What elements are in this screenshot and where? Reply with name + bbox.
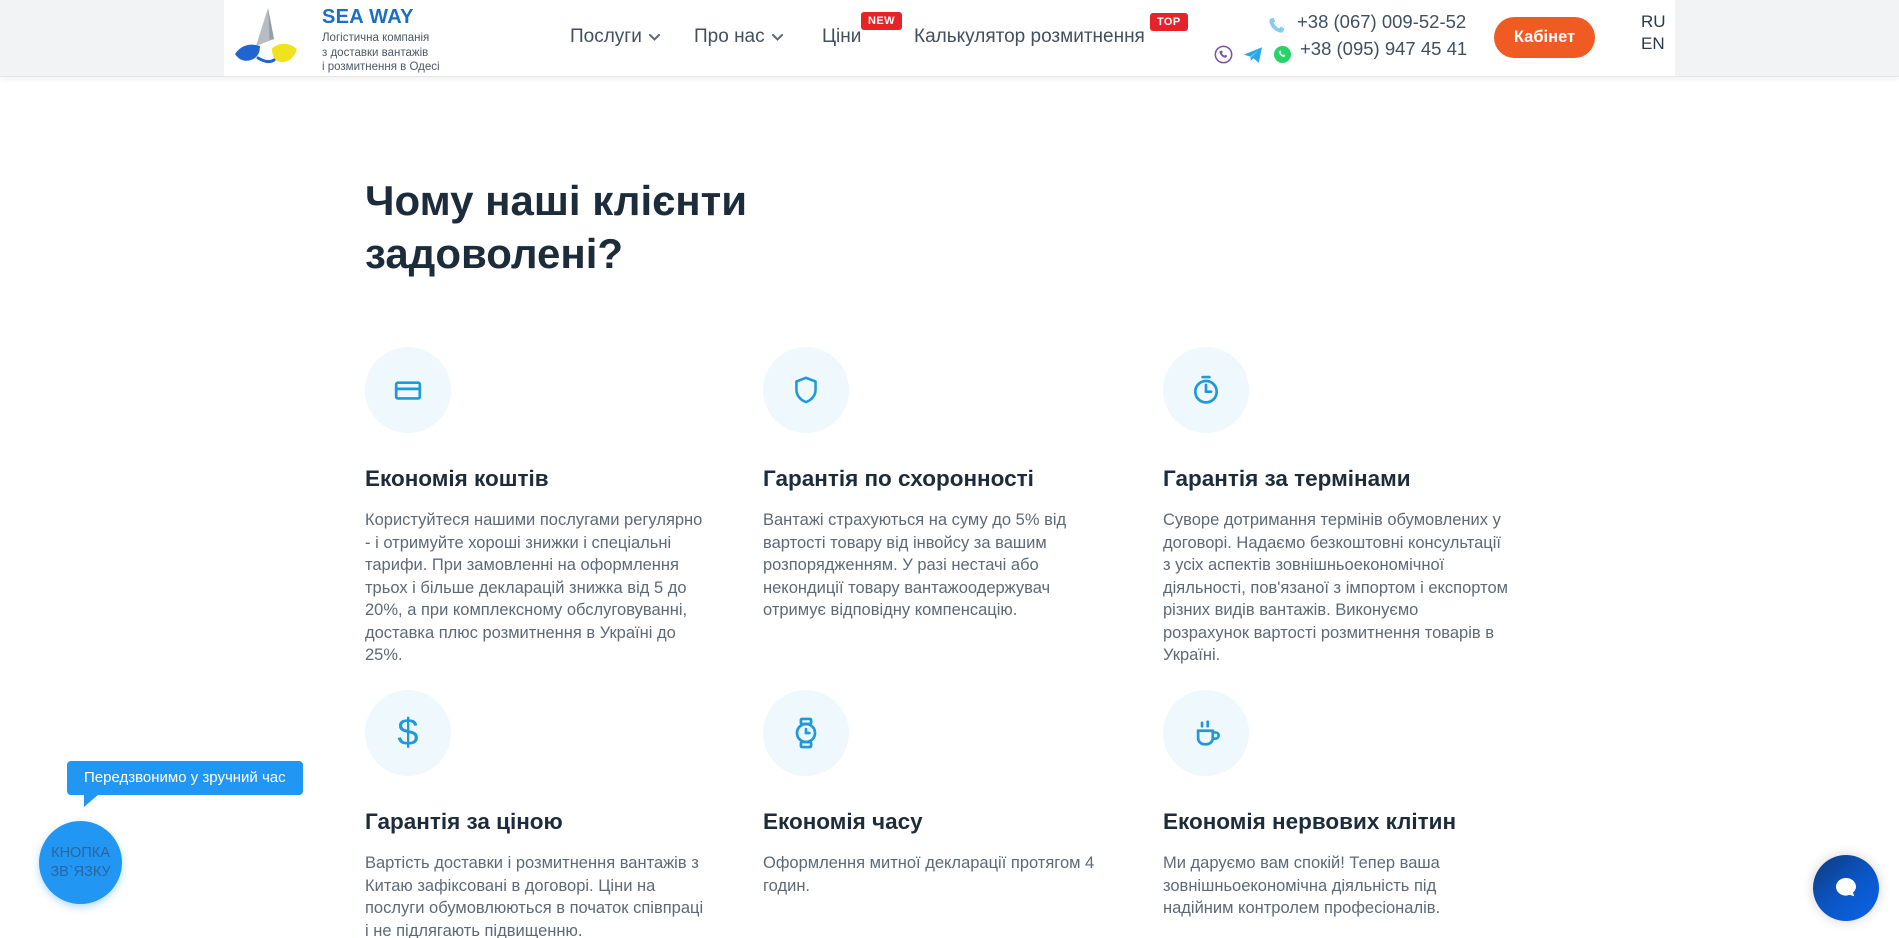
card-title: Гарантія по схоронності xyxy=(763,466,1034,491)
feature-card-nerve-saving xyxy=(1163,690,1508,920)
card-title: Гарантія за термінами xyxy=(1163,466,1411,491)
nav-item-customs-calculator[interactable] xyxy=(914,26,1145,48)
phone-icon xyxy=(1266,16,1286,36)
card-text: Суворе дотримання термінів обумовлених у договорі. Надаємо безкоштовні консультації з усіх аспектів зовнішньоекономічної діяльності, пов'язаної з імпортом і експортом різних видів вантажів. Виконуємо розрахунок вартості розмитнення товарів в Україні. xyxy=(1163,511,1509,664)
phone-number-primary[interactable]: +38 (067) 009-52-52 xyxy=(1297,11,1467,32)
feature-card-time-saving xyxy=(763,690,1108,897)
feature-card-deadlines xyxy=(1163,347,1508,667)
lang-switch-ru[interactable]: RU xyxy=(1641,12,1666,31)
shield-icon xyxy=(763,347,849,433)
cabinet-button[interactable]: Кабінет xyxy=(1494,17,1595,58)
nav-label: Ціни xyxy=(822,26,862,47)
top-badge: TOP xyxy=(1150,13,1188,31)
card-text: Користуйтеся нашими послугами регулярно - і отримуйте хороші знижки і спеціальні тарифи. При замовленні на оформлення трьох і більше декларацій знижка від 5 до 20%, а при комплексному обслуговуванні, доставка плюс розмитнення в Україні до 25%. xyxy=(365,511,703,664)
nav-label: Про нас xyxy=(694,26,765,47)
logo-tagline: Логістична компанія з доставки вантажів і розмитнення в Одесі xyxy=(322,32,440,73)
page-title: Чому наші клієнти задоволені? xyxy=(365,177,748,277)
coffee-mug-icon xyxy=(1163,690,1249,776)
lang-switch-en[interactable]: EN xyxy=(1641,34,1665,53)
whatsapp-icon[interactable] xyxy=(1273,45,1292,64)
viber-icon[interactable] xyxy=(1214,45,1233,64)
card-text: Оформлення митної декларації протягом 4 годин. xyxy=(763,854,1095,895)
nav-label: Послуги xyxy=(570,26,642,47)
card-title: Гарантія за ціною xyxy=(365,809,563,834)
card-text: Ми даруємо вам спокій! Тепер ваша зовнішньоекономічна діяльність під надійним контролем професіоналів. xyxy=(1163,854,1441,917)
callback-button-label: КНОПКА xyxy=(51,844,110,861)
feature-card-money-saving xyxy=(365,347,710,667)
new-badge: NEW xyxy=(861,12,902,30)
clock-icon xyxy=(1163,347,1249,433)
messenger-icons xyxy=(1214,45,1292,64)
telegram-icon[interactable] xyxy=(1243,46,1263,64)
card-title: Економія часу xyxy=(763,809,923,834)
logo-title: SEA WAY xyxy=(322,6,414,28)
nav-item-about[interactable] xyxy=(694,26,783,48)
nav-item-services[interactable] xyxy=(570,26,660,48)
callback-button-label: ЗВ`ЯЗКУ xyxy=(50,863,111,880)
chevron-down-icon xyxy=(649,34,660,41)
phone-number-secondary[interactable]: +38 (095) 947 45 41 xyxy=(1300,38,1468,59)
dollar-icon: $ xyxy=(365,690,451,776)
chat-bubble-icon xyxy=(1830,872,1862,904)
callback-tooltip: Передзвонимо у зручний час xyxy=(67,761,303,795)
nav-item-prices[interactable] xyxy=(822,26,861,48)
feature-card-cargo-safety xyxy=(763,347,1108,622)
logo[interactable] xyxy=(228,4,588,74)
credit-card-icon xyxy=(365,347,451,433)
chevron-down-icon xyxy=(772,34,783,41)
feature-card-price-guarantee xyxy=(365,690,710,938)
callback-button[interactable] xyxy=(39,821,122,904)
card-title: Економія коштів xyxy=(365,466,549,491)
wristwatch-icon xyxy=(763,690,849,776)
paper-boat-logo-icon xyxy=(228,6,310,72)
card-text: Вартість доставки і розмитнення вантажів з Китаю зафіксовані в договорі. Ціни на послуги обумовлюються в початок співпраці і не підлягають підвищенню. xyxy=(365,854,704,938)
card-text: Вантажі страхуються на суму до 5% від вартості товару від інвойсу за вашим розпорядженням. У разі нестачі або некондиції товару вантажоодержувач отримує відповідну компенсацію. xyxy=(763,511,1067,619)
nav-label: Калькулятор розмитнення xyxy=(914,26,1145,47)
card-title: Економія нервових клітин xyxy=(1163,809,1457,834)
chat-button[interactable] xyxy=(1813,855,1879,921)
